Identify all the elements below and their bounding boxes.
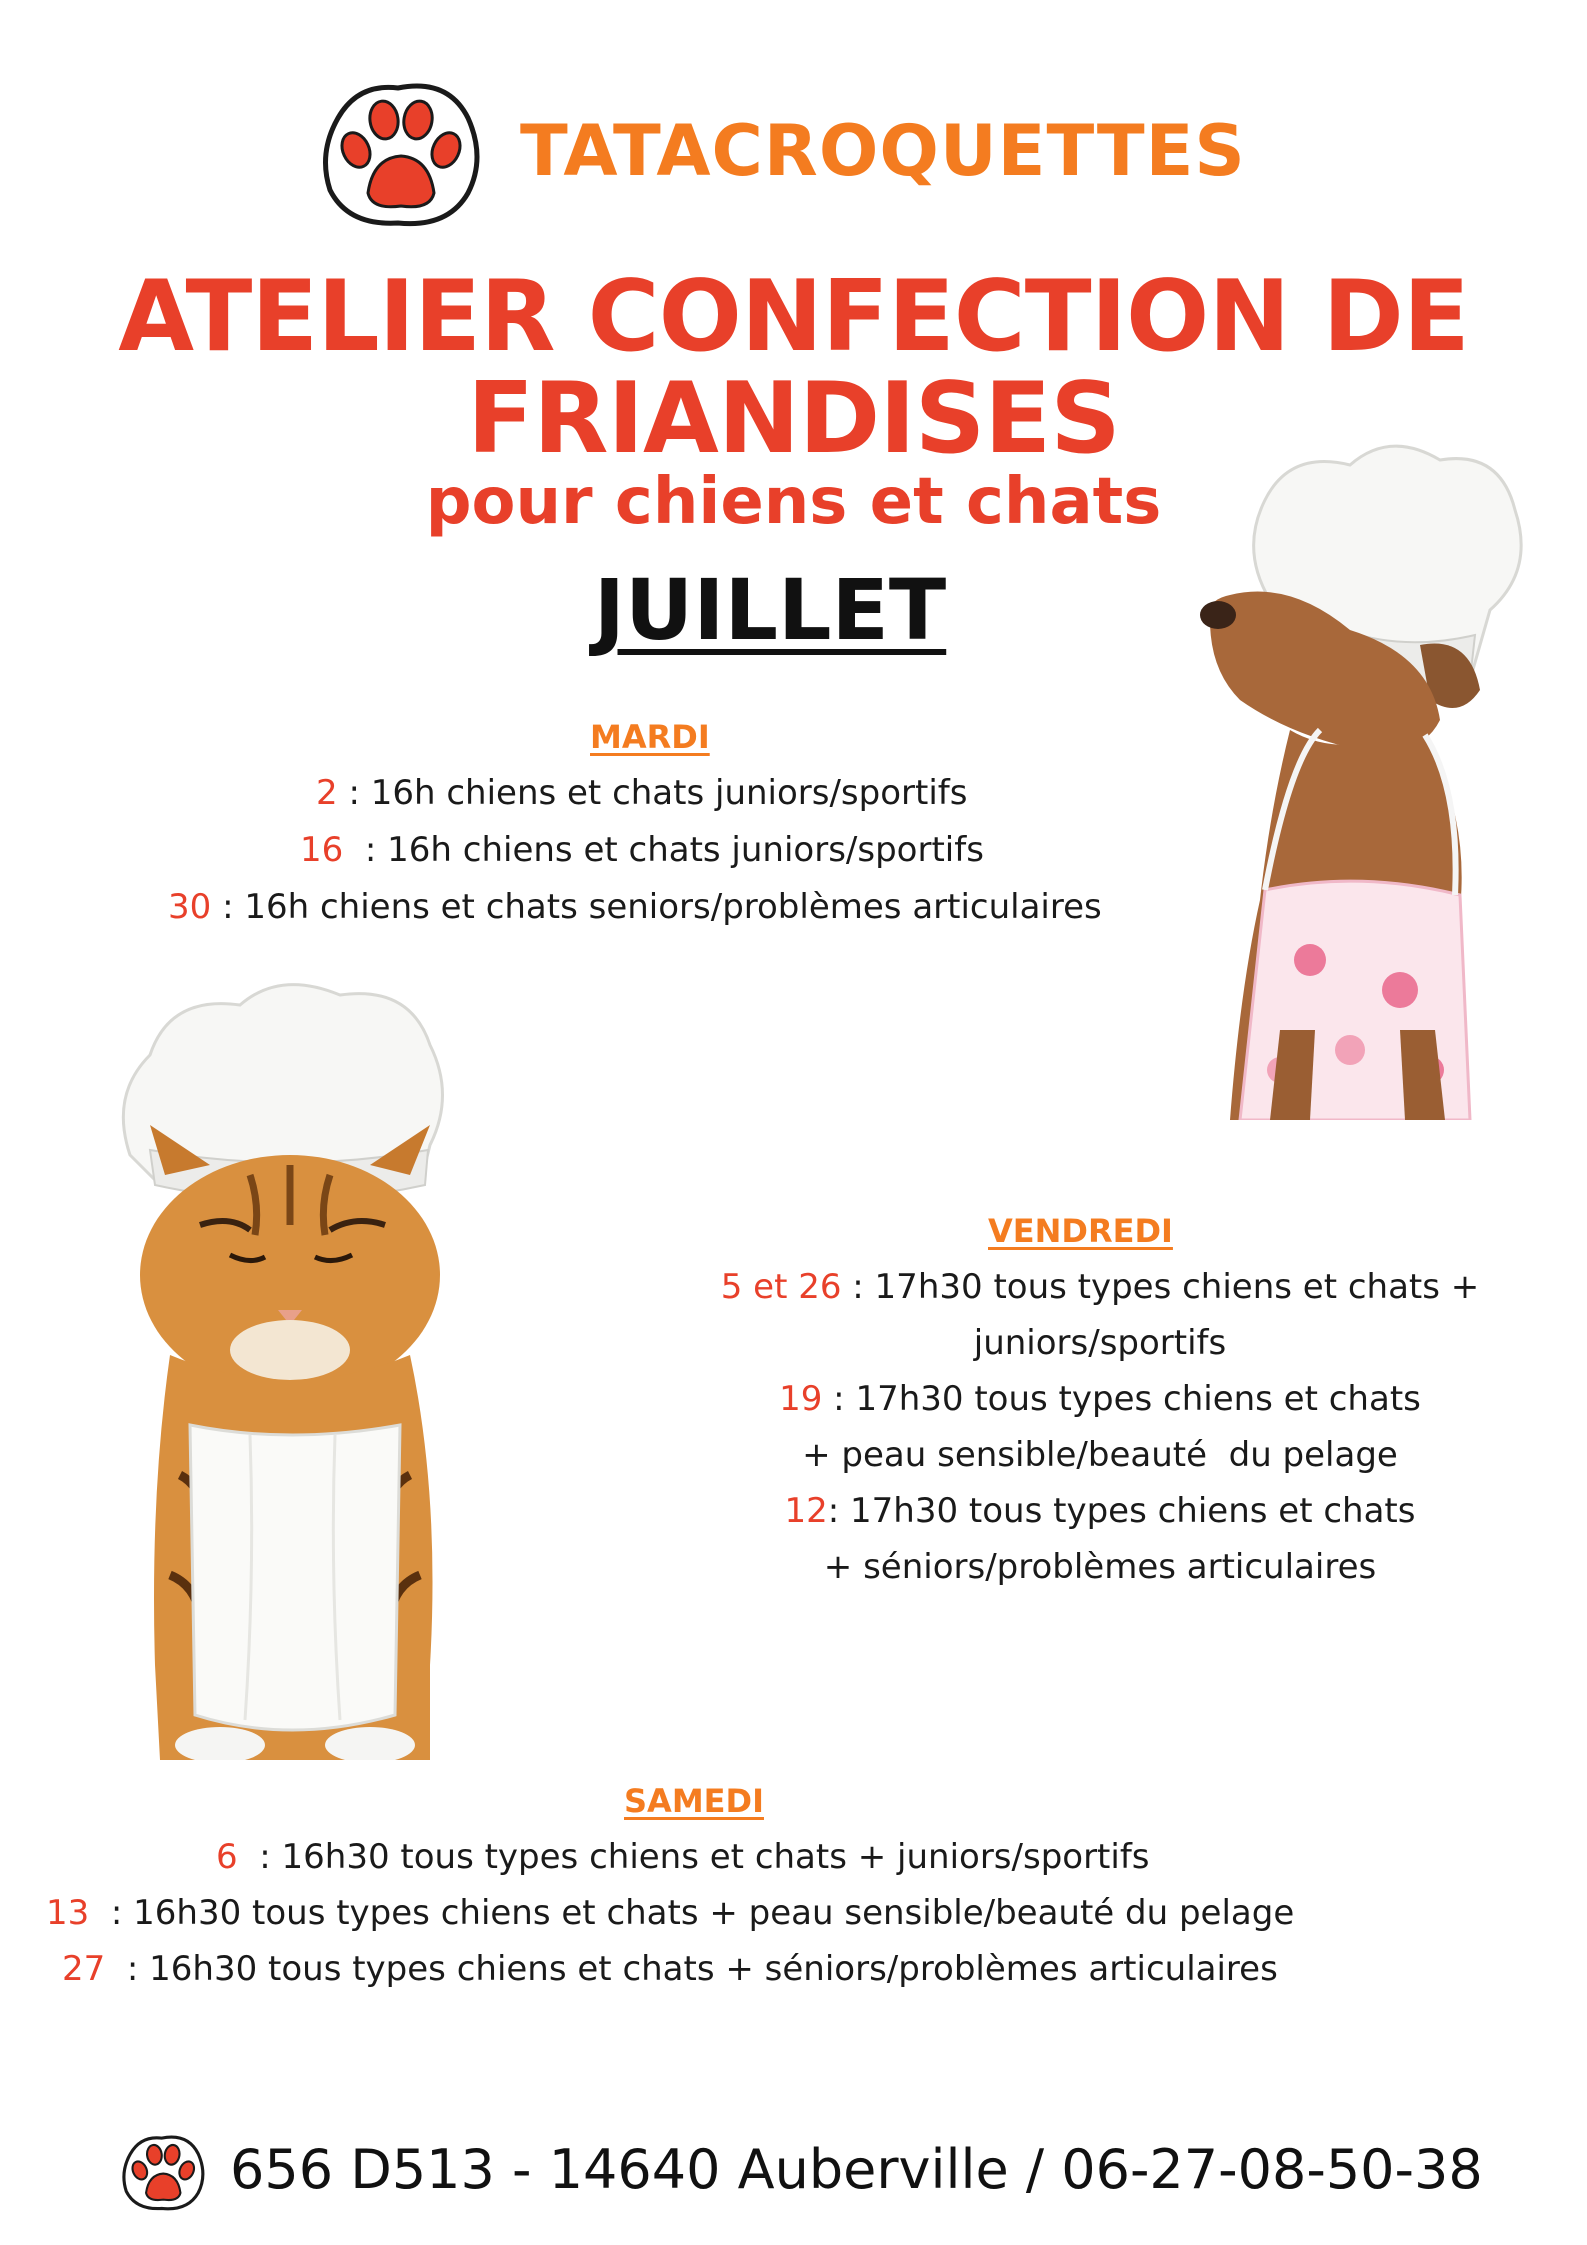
paw-print-icon [318,78,483,228]
session-details: : 16h30 tous types chiens et chats + peau sensible/beauté du pelage [89,1893,1295,1933]
brand-name: TATACROQUETTES [520,110,1246,192]
session-day: 6 [216,1837,238,1877]
session-details: : 17h30 tous types chiens et chats [822,1379,1421,1419]
day-heading-samedi: SAMEDI [624,1782,764,1820]
session-details: : 16h30 tous types chiens et chats + juniors/sportifs [237,1837,1150,1877]
day-heading-vendredi: VENDREDI [988,1212,1173,1250]
session-day: 5 et 26 [720,1267,842,1307]
session-line [640,1379,1560,1419]
session-day: 27 [62,1949,106,1989]
session-line [216,1837,1150,1877]
session-day: 12 [784,1491,828,1531]
page-title-line-1: ATELIER CONFECTION DE [118,260,1469,374]
session-details: : 16h chiens et chats juniors/sportifs [337,773,968,813]
footer-address: 656 D513 - 14640 Auberville / 06-27-08-50-38 [230,2138,1483,2201]
brand-header [0,70,1587,230]
session-line [62,1949,1278,1989]
month-heading: JUILLET [593,561,947,659]
session-line [300,830,984,870]
session-line [640,1491,1560,1531]
day-heading-mardi: MARDI [590,718,710,756]
session-day: 13 [46,1893,90,1933]
session-continuation: + séniors/problèmes articulaires [823,1547,1377,1587]
cat-chef-illustration [110,975,470,1760]
session-day: 16 [300,830,344,870]
dog-chef-illustration [1170,430,1540,1120]
session-day: 30 [168,887,212,927]
session-continuation: juniors/sportifs [973,1323,1227,1363]
session-continuation: + peau sensible/beauté du pelage [802,1435,1398,1475]
footer [0,2120,1587,2220]
session-details: : 16h chiens et chats juniors/sportifs [343,830,984,870]
session-details: : 16h30 tous types chiens et chats + séniors/problèmes articulaires [105,1949,1278,1989]
paw-print-icon [120,2132,206,2212]
session-details: : 16h chiens et chats seniors/problèmes articulaires [211,887,1102,927]
session-line [316,773,968,813]
page-title-line-2: FRIANDISES [467,362,1120,476]
session-day: 19 [779,1379,823,1419]
page-subtitle: pour chiens et chats [425,465,1162,539]
session-line [46,1893,1295,1933]
session-day: 2 [316,773,338,813]
session-details: : 17h30 tous types chiens et chats [827,1491,1416,1531]
session-line [640,1267,1560,1307]
session-line [168,887,1102,927]
session-details: : 17h30 tous types chiens et chats + [841,1267,1480,1307]
